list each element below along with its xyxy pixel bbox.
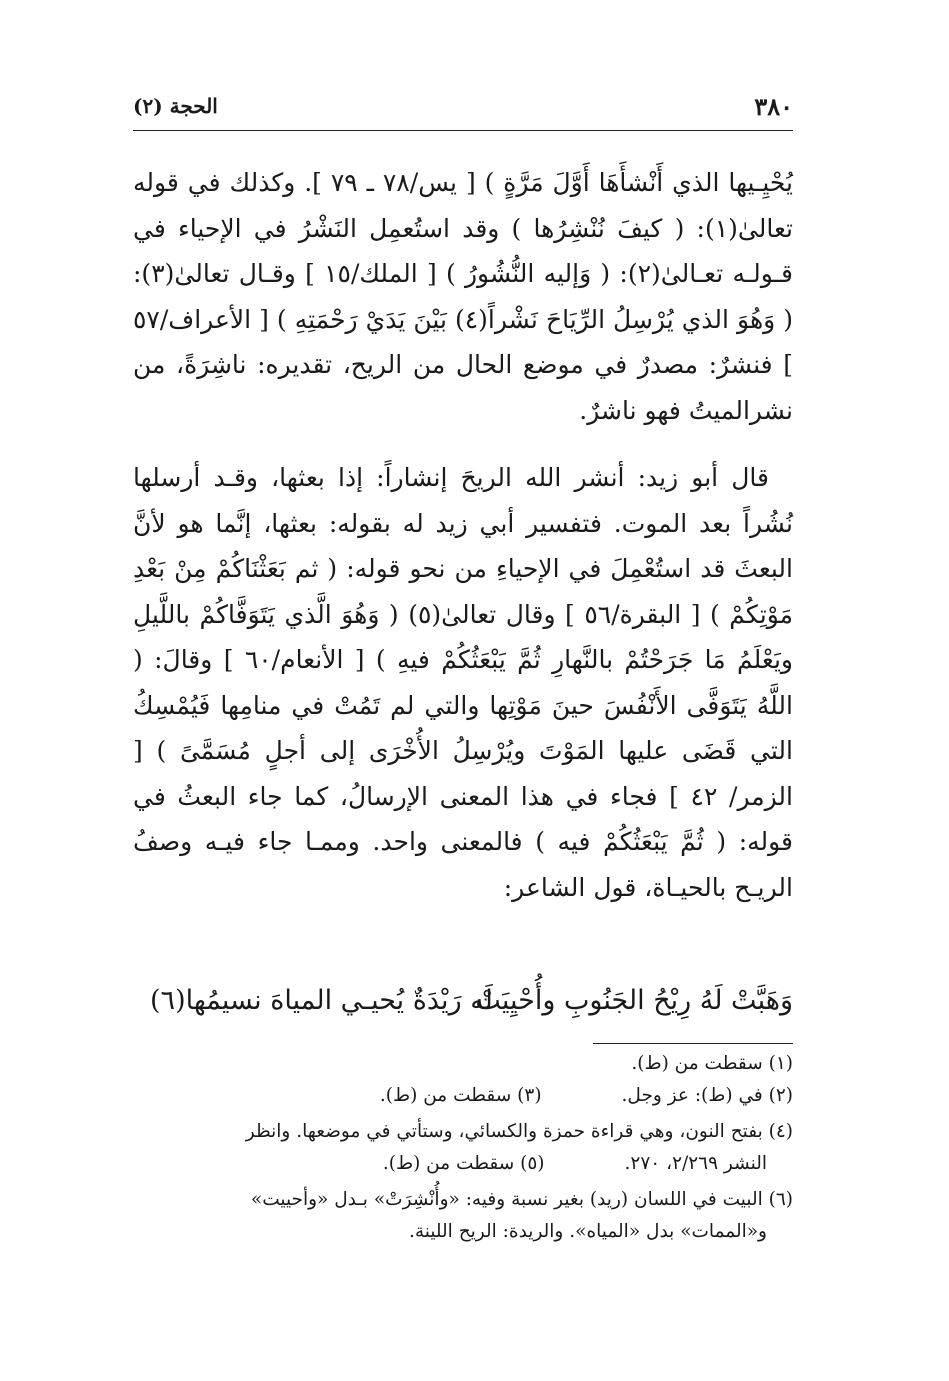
running-title: الحجة (٢) <box>133 94 218 118</box>
main-text <box>133 160 793 910</box>
footnote-row <box>133 1080 793 1112</box>
footnote-continuation: و«الممات» بدل «المياه». والريدة: الريح اللينة. <box>408 1221 767 1242</box>
footnote: (٦) البيت في اللسان (ريد) بغير نسبة وفيه: «وأُنْشِرَتْ» بـدل «وأحييت» <box>250 1189 793 1210</box>
paragraph: يُحْيِـيها الذي أَنْشأَهَا أَوَّلَ مَرَّةٍ ) [ يس/٧٨ ـ ٧٩ ]. وكذلك في قوله تعالىٰ(١): ( كيفَ نُنْشِرُها ) وقد استُعمِل النَشْرُ في الإحياء في قـولـه تعـالىٰ(٢): ( وَإليه النُّشُورُ ) [ الملك/١٥ ] وقـال تعالىٰ(٣): ( وَهُوَ الذي يُرْسِلُ الرِّيَاحَ نَشْراً(٤) بَيْنَ يَدَيْ رَحْمَتِهِ ) [ الأعراف/٥٧ ] فنشرٌ: مصدرٌ في موضع الحال من الريح، تقديره: ناشِرَةً، من نشرالميتُ فهو ناشرٌ. <box>133 168 793 425</box>
footnote-continuation: النشر ٢/٢٦٩، ٢٧٠. <box>624 1153 767 1174</box>
footnotes <box>133 1048 793 1248</box>
verse-first-half: وَهَبَّتْ لَهُ رِيْحُ الجَنُوبِ وأُحْيِيَتْ <box>475 985 793 1016</box>
poetry-verse <box>150 985 793 1035</box>
verse-second-half: لَه رَيْدَةٌ يُحيـي المياهَ نسيمُها(٦) <box>150 985 493 1016</box>
footnote: (٤) بفتح النون، وهي قراءة حمزة والكسائي، وستأتي في موضعها. وانظر <box>245 1121 793 1142</box>
paragraph: قال أبو زيد: أنشر الله الريحَ إنشاراً: إذا بعثها، وقـد أرسلها نُشُراً بعد الموت. فتفسير أبي زيد له بقوله: بعثها، إنَّما هو لأنَّ البعثَ قد استُعْمِلَ في الإحياءِ من نحو قوله: ( ثم بَعَثْنَاكُمْ مِنْ بَعْدِ مَوْتِكُمْ ) [ البقرة/٥٦ ] وقال تعالىٰ(٥) ( وَهُوَ الَّذي يَتَوَفَّاكُمْ باللَّيلِ ويَعْلَمُ مَا جَرَحْتُمْ بالنَّهارِ ثُمَّ يَبْعَثُكُمْ فيهِ ) [ الأنعام/٦٠ ] وقالَ: ( اللَّهُ يَتَوَفَّى الأَنْفُسَ حينَ مَوْتِها والتي لم تَمُتْ في منامِها فَيُمْسِكُ التي قَضَى عليها المَوْتَ ويُرْسِلُ الأُخْرَى إلى أجلٍ مُسَمَّىً ) [ الزمر/ ٤٢ ] فجاء في هذا المعنى الإرسالُ، كما جاء البعثُ في قوله: ( ثُمَّ يَبْعَثُكُمْ فيه ) فالمعنى واحد. وممـا جاء فيـه وصفُ الريـح بالحيـاة، قول الشاعر: <box>133 463 794 902</box>
footnote-divider <box>593 1043 793 1044</box>
footnote: (٣) سقطت من (ط). <box>379 1085 542 1106</box>
page-number: ٣٨٠ <box>754 92 793 121</box>
footnote: (٢) في (ط): عز وجل. <box>621 1085 793 1106</box>
footnote: (٥) سقطت من (ط). <box>382 1153 545 1174</box>
footnote-row <box>133 1148 793 1180</box>
header-divider <box>133 130 793 131</box>
footnote: (١) سقطت من (ط). <box>631 1053 793 1074</box>
page-header <box>133 92 793 126</box>
